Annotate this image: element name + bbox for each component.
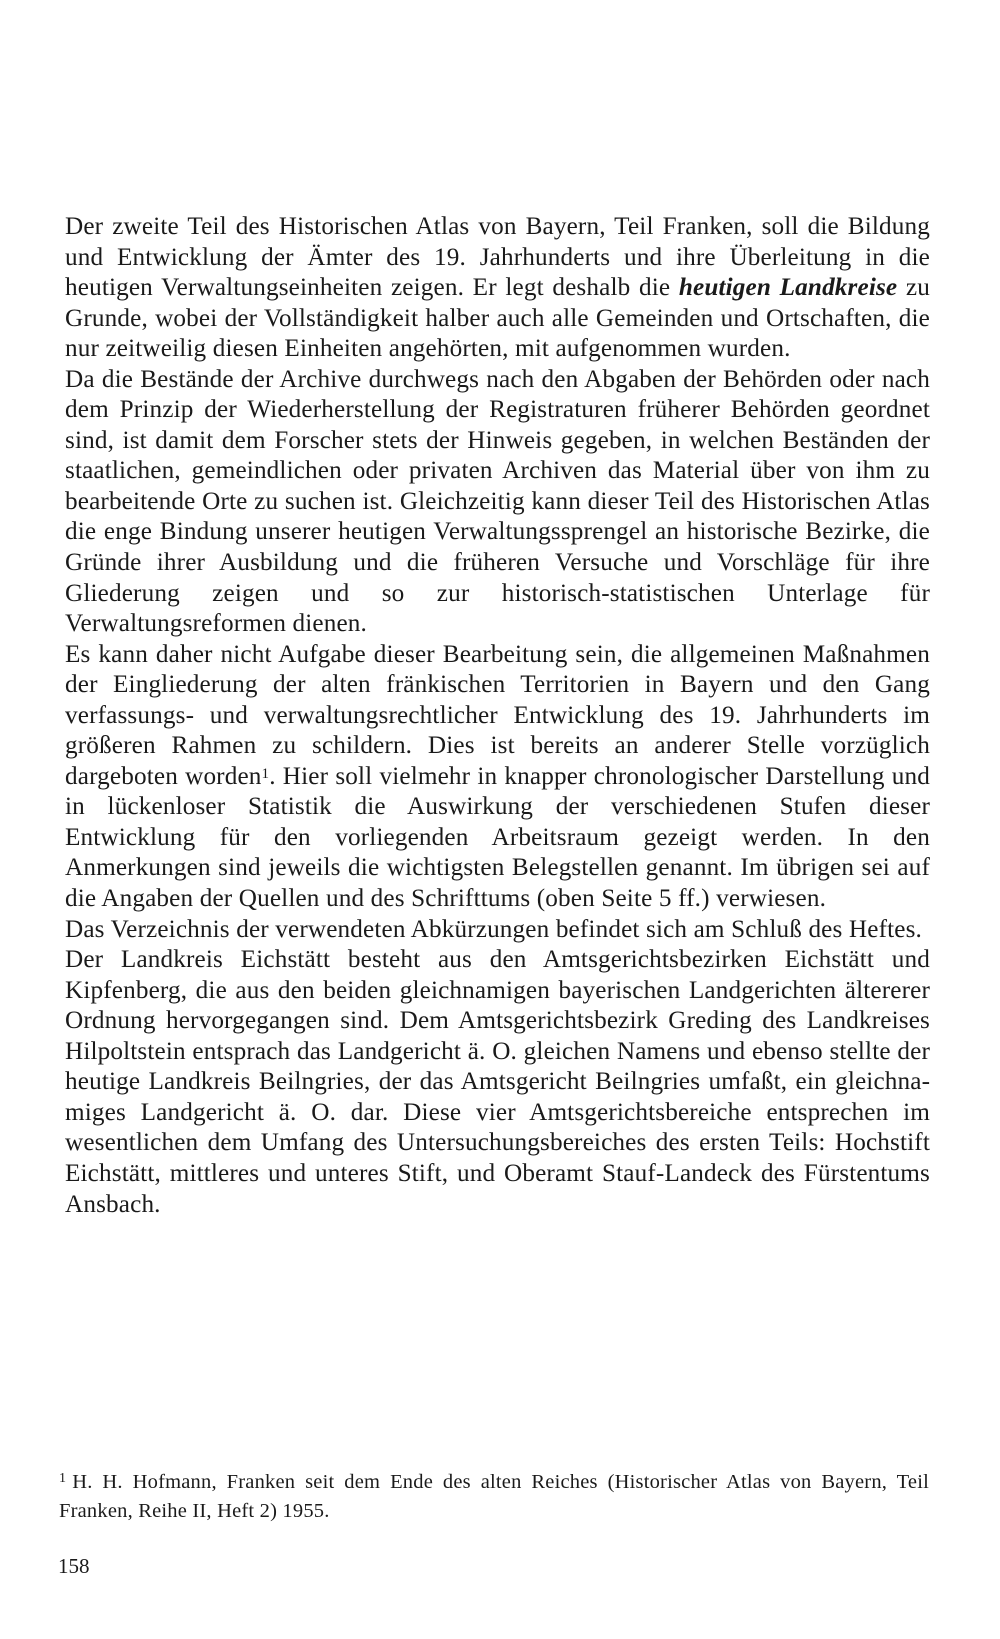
- paragraph-3-end: . Hier soll vielmehr in knapper chronologischer Darstellung und in lückenloser Statistik die Auswirkung der verschiedenen Stufen dieser Entwicklung für den vorliegenden Arbeitsraum gezeigt werden. In den Anmerkungen sind jeweils die wichtigsten Belegstellen genannt. Im übrigen sei auf die Angaben der Quellen und des Schrifttums (oben Seite 5 ff.) verwiesen.: [65, 762, 930, 913]
- paragraph-5: Der Landkreis Eichstätt besteht aus den Amtsgerichtsbezirken Eichstätt und Kipfenberg, die aus den beiden gleichnamigen bayerischen Landgerichten ältererer Ordnung hervorgegangen sind. Dem Amtsgerichtsbezirk Greding des Landkreises Hilpoltstein entsprach das Landgericht ä. O. gleichen Namens und ebenso stellte der heutige Landkreis Beilngries, der das Amtsgericht Beilngries umfaßt, ein gleichnamiges Landgericht ä. O. dar. Diese vier Amtsgerichtsbereiche entsprechen im wesentlichen dem Umfang des Untersuchungsbereiches des ersten Teils: Hochstift Eichstätt, mittleres und unteres Stift, und Oberamt Stauf-Landeck des Fürstentums Ansbach.: [65, 946, 930, 1218]
- footnote-number: 1: [59, 1471, 67, 1486]
- paragraph-1: [65, 212, 930, 365]
- footnote-reference: 1: [261, 765, 270, 782]
- paragraph-4: Das Verzeichnis der verwendeten Abkürzungen befindet sich am Schluß des Heftes.: [65, 915, 922, 943]
- page-number: 158: [58, 1554, 90, 1578]
- paragraph-1-start: Der zweite Teil des Historischen Atlas von Bayern, Teil Franken, soll die Bildung und Entwicklung der Ämter des 19. Jahrhunderts und ihre Überleitung in die heutigen Verwaltungseinheiten zeigen. Er legt deshalb die: [65, 213, 930, 302]
- main-text: [65, 212, 930, 1220]
- paragraph-3-start: Es kann daher nicht Aufgabe dieser Bearbeitung sein, die allgemeinen Maßnahmen der Eingliederung der alten fränkischen Territorien in Bayern und den Gang verfassungs- und verwaltungsrechtlicher Entwicklung des 19. Jahrhunderts im größeren Rahmen zu schildern. Dies ist bereits an anderer Stelle vorzüglich dargeboten worden: [65, 640, 930, 790]
- paragraph-2: Da die Bestände der Archive durchwegs nach den Abgaben der Behörden oder nach dem Prinzip der Wiederherstellung der Registraturen früherer Behörden geordnet sind, ist damit dem Forscher stets der Hinweis gegeben, in welchen Beständen der staatlichen, gemeindlichen oder privaten Archiven das Material über von ihm zu bearbeitende Orte zu suchen ist. Gleichzeitig kann dieser Teil des Historischen Atlas die enge Bindung unserer heutigen Verwaltungssprengel an historische Bezirke, die Gründe ihrer Ausbildung und die früheren Versuche und Vorschläge für ihre Gliederung zeigen und so zur historisch-statistischen Unterlage für Verwaltungsreformen dienen.: [65, 365, 930, 638]
- emphasis-heutigen-landkreise: heutigen Landkreise: [678, 274, 898, 302]
- footnote: [59, 1469, 929, 1524]
- footnote-text: H. H. Hofmann, Franken seit dem Ende des alten Reiches (Historischer Atlas von Bayern, Teil Franken, Reihe II, Heft 2) 1955.: [59, 1471, 929, 1522]
- paragraph-3: [65, 640, 930, 915]
- paragraph-1-end: zu Grunde, wobei der Vollständigkeit halber auch alle Gemeinden und Ortschaften, die nur zeitweilig diesen Einheiten angehörten, mit aufgenommen wurden.: [65, 274, 930, 363]
